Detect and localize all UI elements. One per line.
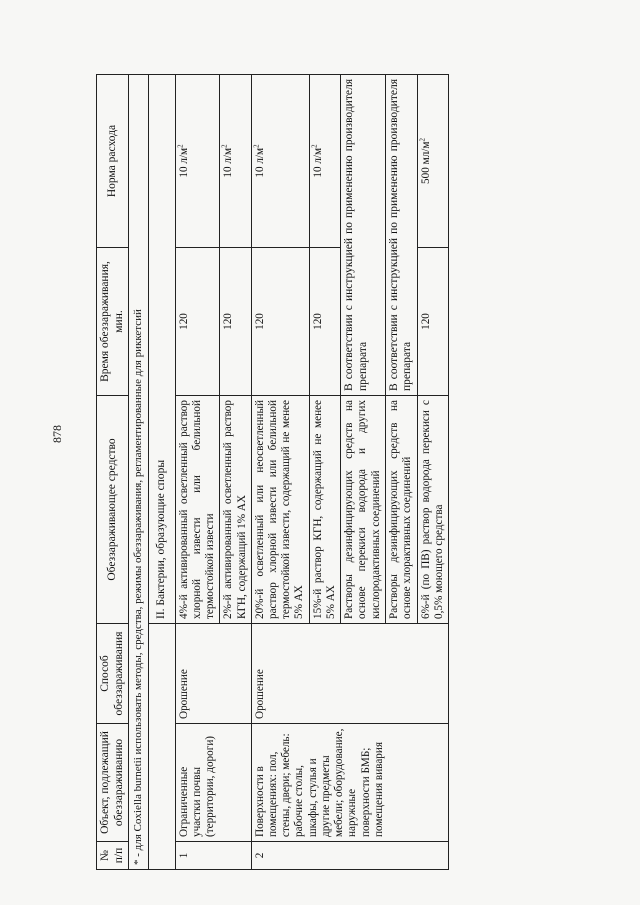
row-agent: 2%-й активированный осветленный раствор КГН, содержащий 1% АХ	[220, 396, 251, 624]
row-instruction: В соответствии с инструкцией по применению производителя препарата	[341, 75, 386, 396]
header-norm: Норма расхода	[97, 75, 129, 248]
norm-value: 10 л/м	[311, 147, 324, 178]
row-norm	[175, 75, 220, 248]
row-agent: 6%-й (по ПВ) раствор водорода перекиси с 0,5% моющего средства	[417, 396, 448, 624]
row-norm	[309, 75, 340, 248]
row-time: 120	[309, 248, 340, 396]
section-row	[149, 75, 176, 870]
norm-value: 10 л/м	[177, 147, 190, 178]
row-norm	[251, 75, 309, 248]
section-title: II. Бактерии, образующие споры	[149, 75, 176, 624]
note-row	[129, 75, 149, 870]
row-agent: Растворы дезинфицирующих средств на основе перекиси водорода и других кислородактивных соединений	[341, 396, 386, 624]
row-time: 120	[251, 248, 309, 396]
row-object: Ограниченные участки почвы (территории, дороги)	[175, 724, 251, 842]
row-method: Орошение	[251, 624, 449, 724]
norm-sup: 2	[418, 138, 427, 142]
header-method: Способ обеззараживания	[97, 624, 129, 724]
row-norm	[220, 75, 251, 248]
norm-sup: 2	[175, 144, 184, 148]
norm-value: 10 л/м	[222, 147, 235, 178]
row-agent: 4%-й активированный осветленный раствор хлорной извести или белильной термостойкой извести	[175, 396, 220, 624]
table-row	[175, 75, 220, 870]
header-agent: Обеззараживающее средство	[97, 396, 129, 624]
row-method: Орошение	[175, 624, 251, 724]
row-time: 120	[417, 248, 448, 396]
row-time: 120	[175, 248, 220, 396]
row-agent: 15%-й раствор КГН, содержащий не менее 5% АХ	[309, 396, 340, 624]
row-number: 1	[175, 842, 251, 870]
norm-sup: 2	[220, 144, 229, 148]
header-object: Объект, подлежащий обеззараживанию	[97, 724, 129, 842]
row-number: 2	[251, 842, 449, 870]
norm-sup: 2	[252, 144, 261, 148]
header-num: № п/п	[97, 842, 129, 870]
row-agent: 20%-й осветленный или неосветленный раствор хлорной извести или белильной термостойкой извести, содержащий не менее 5% АХ	[251, 396, 309, 624]
row-object: Поверхности в помещениях: пол, стены, двери; мебель: рабочие столы, шкафы, стулья и другие предметы мебели; оборудование, наружные поверхности БМБ; помещения вивария	[251, 724, 449, 842]
norm-value: 10 л/м	[253, 147, 266, 178]
header-time: Время обеззараживания, мин.	[97, 248, 129, 396]
row-time: 120	[220, 248, 251, 396]
page-number: 878	[50, 425, 64, 443]
table-row	[251, 75, 309, 870]
table-note: * - для Coxiella burnetii использовать методы, средства, режимы обеззараживания, регламентированные для риккетсий	[129, 75, 149, 870]
rotated-table-frame	[96, 75, 528, 870]
row-instruction: В соответствии с инструкцией по применению производителя препарата	[385, 75, 417, 396]
row-norm	[417, 75, 448, 248]
norm-sup: 2	[309, 144, 318, 148]
norm-value: 500 мл/м	[419, 141, 432, 184]
table-header-row	[97, 75, 129, 870]
disinfection-table	[96, 74, 449, 870]
row-agent: Растворы дезинфицирующих средств на основе хлорактивных соединений	[385, 396, 417, 624]
